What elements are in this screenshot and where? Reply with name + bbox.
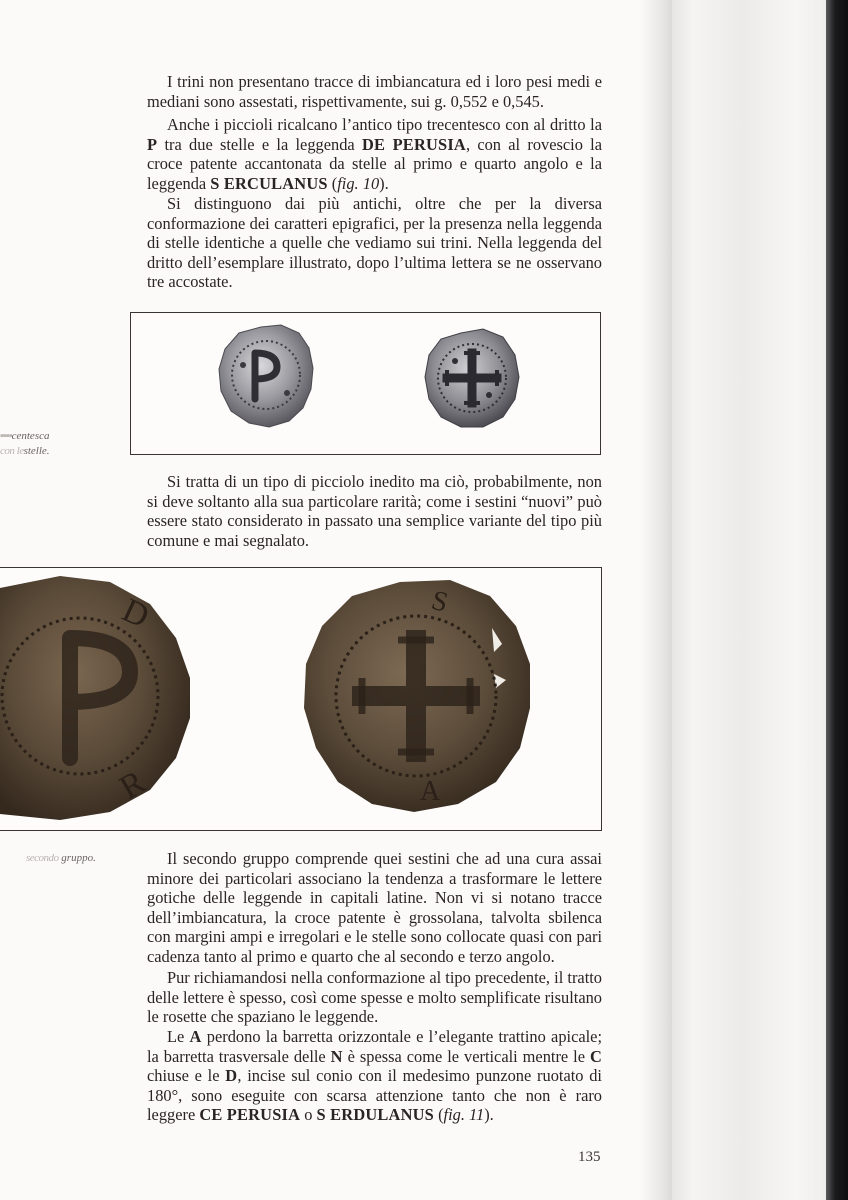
legend-s-erdulanus: S ERDULANUS: [316, 1105, 434, 1125]
svg-text:R: R: [113, 763, 152, 807]
figure-10-caption-line2: con lestelle.: [0, 445, 50, 457]
figure-11-frame: [0, 567, 602, 831]
book-cover-edge: [826, 0, 848, 1200]
svg-text:S: S: [428, 584, 452, 619]
paragraph-letter-forms: Le A perdono la barretta orizzontale e l’elegante trattino apicale; la barretta trasversale delle N è spessa come le verticali mentre le C chiuse e le D, incise sul conio con il medesimo punzone ruotato di 180°, sono eseguite con scarsa attenzione tanto che non è raro leggere CE PERUSIA o S ERDULANUS (fig. 11).: [147, 1027, 602, 1125]
svg-text:A: A: [420, 776, 441, 807]
paragraph-picciolo-inedito: Si tratta di un tipo di picciolo inedito ma ciò, probabilmente, non si deve soltanto alla sua particolare rarità; come i sestini “nuovi” può essere stato considerato in passato una semplice variante del tipo più comune e mai segnalato.: [147, 472, 602, 550]
coin-reverse-silver: [425, 329, 519, 427]
facing-page-edge: [672, 0, 848, 1200]
coin-obverse-bronze: [0, 576, 190, 820]
svg-text:D: D: [116, 591, 155, 636]
figure-10-frame: [130, 312, 601, 455]
legend-ce-perusia: CE PERUSIA: [199, 1105, 301, 1125]
paragraph-distinguishing-features: Si distinguono dai più antichi, oltre che per la diversa conformazione dei caratteri epigrafici, per la presenza nella leggenda di stelle identiche a quelle che vediamo sui trini. Nella leggenda del dritto dell’esemplare illustrato, dopo l’ultima lettera se ne osservano tre accostate.: [147, 194, 602, 292]
figure-reference-10: fig. 10: [337, 173, 380, 193]
bold-letter-p: P: [147, 134, 158, 154]
page-number: 135: [578, 1149, 601, 1165]
figure-10-coins: [131, 313, 599, 453]
figure-10-caption: ▪▪▪▪centesca: [0, 430, 50, 442]
coin-reverse-bronze: [304, 580, 530, 812]
paragraph-tratto-lettere: Pur richiamandosi nella conformazione al tipo precedente, il tratto delle lettere è spesso, così come spesse e molto semplificate risultano le rosette che spaziano le leggende.: [147, 968, 602, 1027]
paragraph-piccioli-description: Anche i piccioli ricalcano l’antico tipo trecentesco con al dritto la P tra due stelle e la leggenda DE PERUSIA, con al rovescio la croce patente accantonata da stelle al primo e quarto angolo e la leggenda S ERCULANUS (fig. 10).: [147, 115, 602, 193]
legend-de-perusia: DE PERUSIA: [361, 134, 466, 154]
paragraph-trini-weights: I trini non presentano tracce di imbiancatura ed i loro pesi medi e mediani sono assestati, rispettivamente, sui g. 0,552 e 0,545.: [147, 72, 602, 111]
coin-obverse-silver: [219, 325, 313, 427]
paragraph-secondo-gruppo: Il secondo gruppo comprende quei sestini che ad una cura assai minore dei particolari associano la tendenza a trasformare le lettere gotiche delle leggende in capitali latine. Non vi si notano tracce dell’imbiancatura, la croce patente è grossolana, talvolta sbilenca con margini ampi e irregolari e le stelle sono collocate quasi con pari cadenza tanto al primo e quarto che al secondo e terzo angolo.: [147, 849, 602, 966]
figure-reference-11: fig. 11: [443, 1105, 485, 1125]
figure-11-caption: secondo gruppo.: [26, 852, 96, 864]
legend-s-erculanus: S ERCULANUS: [210, 173, 328, 193]
figure-11-coins: [0, 568, 600, 830]
